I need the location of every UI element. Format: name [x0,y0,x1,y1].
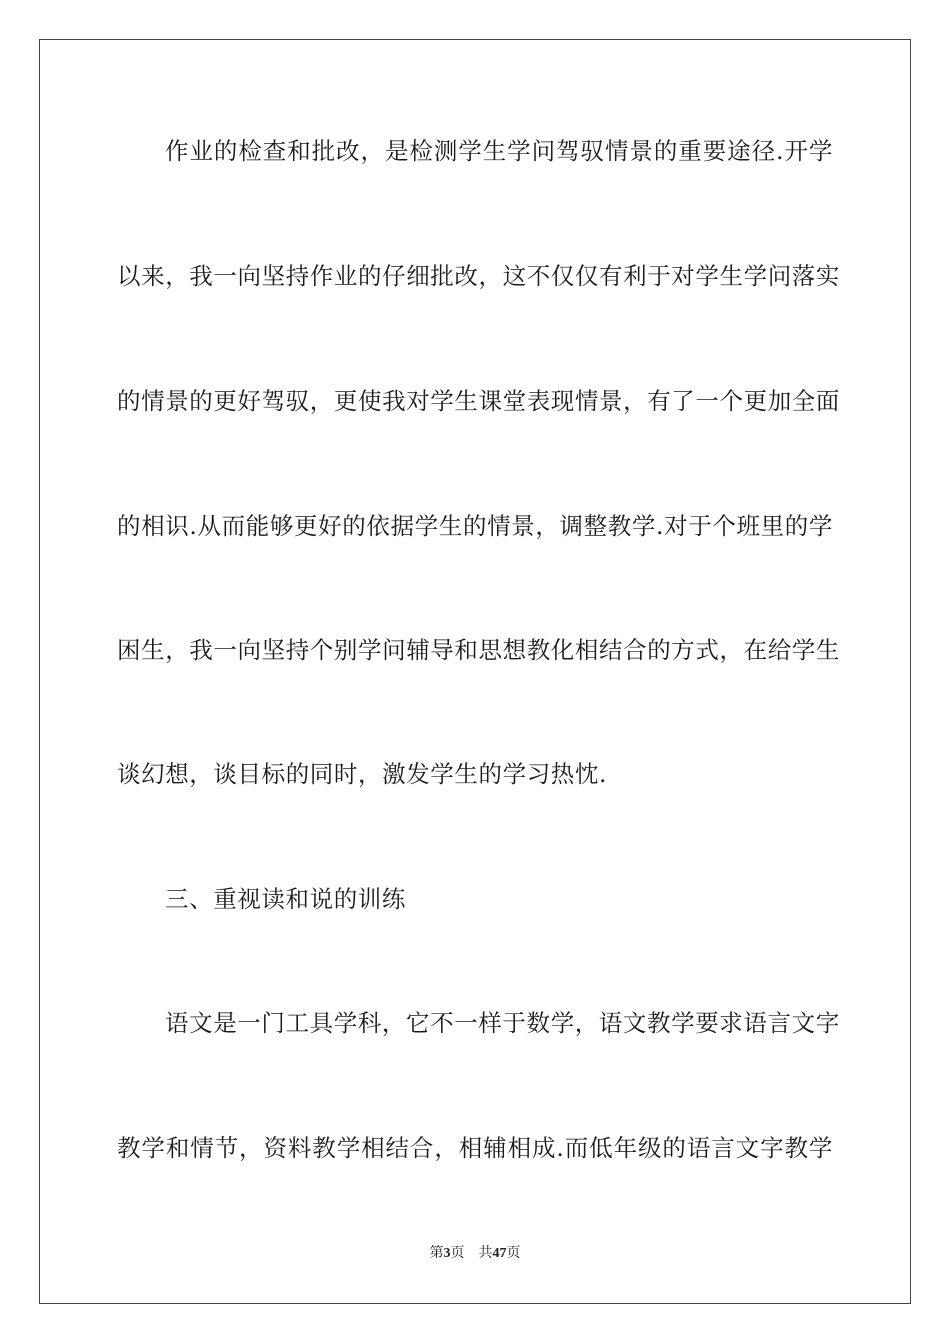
paragraph-1-line-1: 作业的检查和批改，是检测学生学问驾驭情景的重要途径.开学 [165,137,833,165]
total-suffix: 页 [506,1246,521,1261]
total-pages: 47 [492,1246,507,1261]
page-footer [0,1245,950,1263]
paragraph-1-line-2: 以来，我一向坚持作业的仔细批改，这不仅仅有利于对学生学问落实 [117,262,840,290]
section-heading-3: 三、重视读和说的训练 [165,885,406,913]
paragraph-1-line-5: 困生，我一向坚持个别学问辅导和思想教化相结合的方式，在给学生 [117,636,840,664]
paragraph-1-line-6: 谈幻想，谈目标的同时，激发学生的学习热忱. [117,760,608,788]
page-number: 3 [443,1246,451,1261]
page-border [39,39,911,1304]
paragraph-1-line-3: 的情景的更好驾驭，更使我对学生课堂表现情景，有了一个更加全面 [117,387,840,415]
paragraph-2-line-1: 语文是一门工具学科，它不一样于数学，语文教学要求语言文字 [165,1009,840,1037]
page-suffix: 页 [450,1246,465,1261]
total-prefix: 共 [478,1246,493,1261]
page-prefix: 第 [429,1246,444,1261]
paragraph-2-line-2: 教学和情节，资料教学相结合，相辅相成.而低年级的语言文字教学 [117,1134,833,1162]
paragraph-1-line-4: 的相识.从而能够更好的依据学生的情景，调整教学.对于个班里的学 [117,512,833,540]
